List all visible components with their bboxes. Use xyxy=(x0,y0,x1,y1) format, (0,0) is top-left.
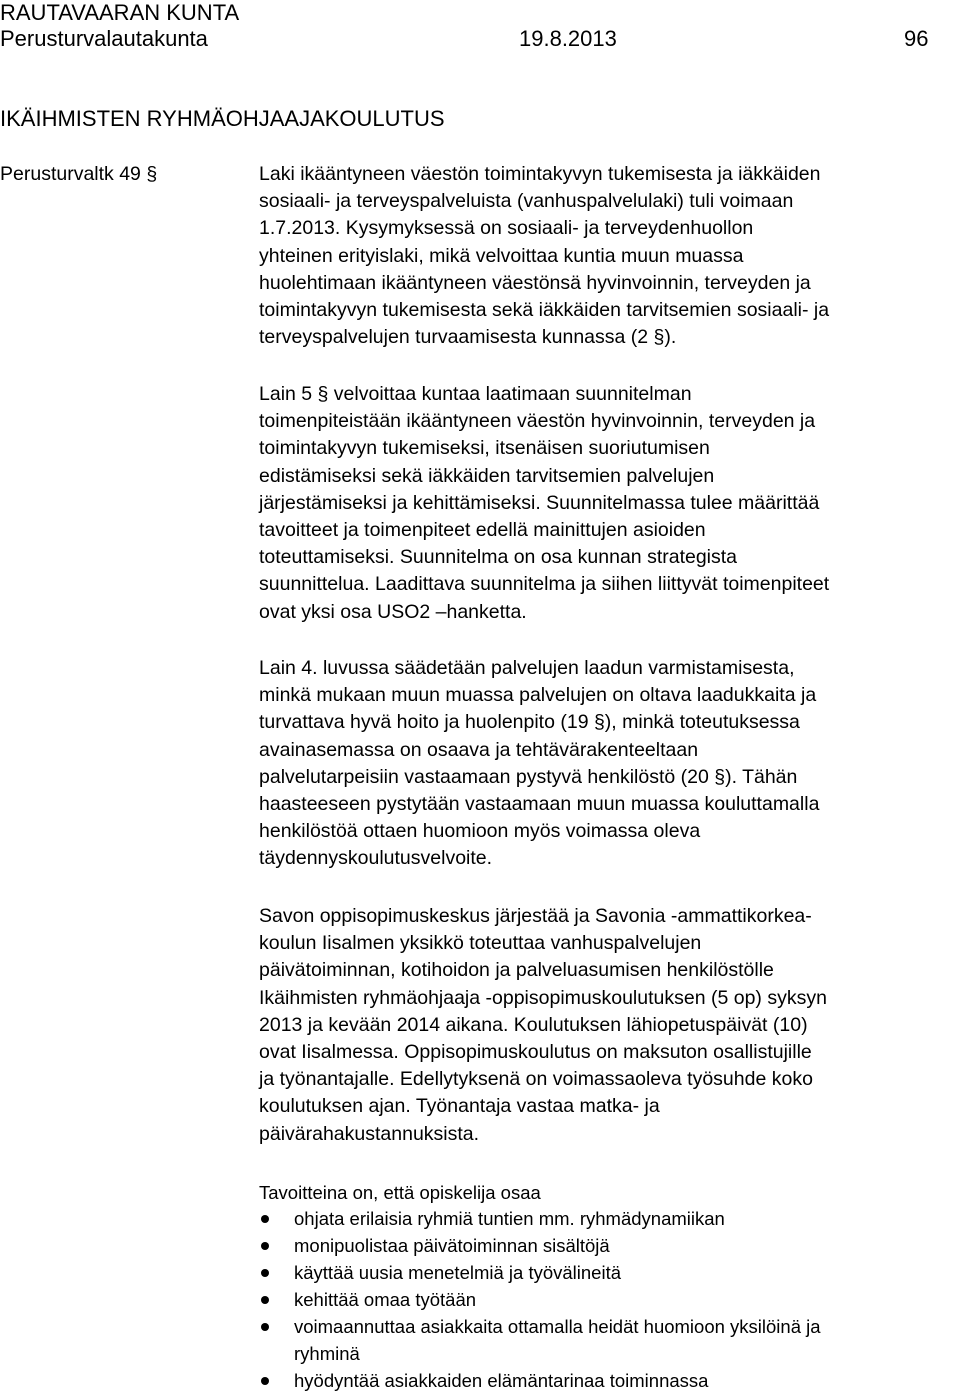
text-line: haasteeseen pystytään vastaamaan muun muassa kouluttamalla xyxy=(259,793,820,816)
paragraph-chapter-4 xyxy=(259,655,959,873)
paragraph-law-intro xyxy=(259,161,959,351)
text-line: yhteinen erityislaki, mikä velvoittaa kuntia muun muassa xyxy=(259,244,744,267)
header-date: 19.8.2013 xyxy=(519,26,617,51)
text-line: täydennyskoulutusvelvoite. xyxy=(259,847,493,870)
bullet-icon xyxy=(261,1215,269,1223)
list-item-text: käyttää uusia menetelmiä ja työvälineitä xyxy=(294,1262,622,1283)
text-line: suunnittelua. Laadittava suunnitelma ja siihen liittyvät toimenpiteet xyxy=(259,573,830,596)
header-board: Perusturvalautakunta xyxy=(0,26,208,51)
header-org: RAUTAVAARAN KUNTA xyxy=(0,0,240,25)
text-line: turvattava hyvä hoito ja huolenpito (19 §), minkä toteutuksessa xyxy=(259,711,800,734)
paragraph-training-program xyxy=(259,903,959,1148)
text-line: järjestämiseksi ja kehittämiseksi. Suunnitelmassa tulee määrittää xyxy=(259,491,820,514)
text-line: palvelutarpeisiin vastaamaan pystyvä henkilöstö (20 §). Tähän xyxy=(259,765,798,788)
text-line: toimintakyvyn tukemisesta sekä iäkkäiden tarvitsemien sosiaali- ja xyxy=(259,299,830,322)
text-line: tavoitteet ja toimenpiteet edellä mainittujen asioiden xyxy=(259,519,706,542)
list-item xyxy=(259,1313,959,1367)
text-line: toimenpiteistään ikääntyneen väestön hyvinvoinnin, terveyden ja xyxy=(259,410,816,433)
text-line: 2013 ja kevään 2014 aikana. Koulutuksen lähiopetuspäivät (10) xyxy=(259,1013,808,1036)
text-line: koulun Iisalmen yksikkö toteuttaa vanhuspalvelujen xyxy=(259,932,702,955)
list-item-text: ohjata erilaisia ryhmiä tuntien mm. ryhmädynamiikan xyxy=(294,1208,725,1229)
bullet-icon xyxy=(261,1242,269,1250)
bullet-icon xyxy=(261,1269,269,1277)
paragraph-section-5 xyxy=(259,381,959,626)
text-line: terveyspalvelujen turvaamisesta kunnassa (2 §). xyxy=(259,326,677,349)
text-line: ovat yksi osa USO2 –hanketta. xyxy=(259,600,527,623)
text-line: Savon oppisopimuskeskus järjestää ja Savonia -ammattikorkea- xyxy=(259,905,812,927)
text-line: minkä mukaan muun muassa palvelujen on oltava laadukkaita ja xyxy=(259,684,817,707)
text-line: Laki ikääntyneen väestön toimintakyvyn tukemisesta ja iäkkäiden xyxy=(259,163,821,185)
list-item-text: ryhminä xyxy=(294,1343,360,1364)
list-item xyxy=(259,1259,959,1286)
goals-intro: Tavoitteina on, että opiskelija osaa xyxy=(259,1182,541,1203)
text-line: toteuttamiseksi. Suunnitelma on osa kunnan strategista xyxy=(259,546,738,569)
text-line: 1.7.2013. Kysymyksessä on sosiaali- ja terveydenhuollon xyxy=(259,217,754,240)
text-line: Ikäihmisten ryhmäohjaaja -oppisopimuskoulutuksen (5 op) syksyn xyxy=(259,986,827,1009)
bullet-icon xyxy=(261,1296,269,1304)
list-item xyxy=(259,1367,959,1394)
list-item xyxy=(259,1286,959,1313)
text-line: päivärahakustannuksista. xyxy=(259,1122,480,1145)
text-line: Lain 4. luvussa säädetään palvelujen laadun varmistamisesta, xyxy=(259,657,795,679)
list-item-text: voimaannuttaa asiakkaita ottamalla heidät huomioon yksilöinä ja xyxy=(294,1316,821,1337)
goals-list xyxy=(259,1205,959,1394)
text-line: ovat Iisalmessa. Oppisopimuskoulutus on maksuton osallistujille xyxy=(259,1041,812,1064)
text-line: huolehtimaan ikääntyneen väestönsä hyvinvoinnin, terveyden ja xyxy=(259,271,811,294)
text-line: sosiaali- ja terveyspalveluista (vanhuspalvelulaki) tuli voimaan xyxy=(259,190,794,213)
text-line: Lain 5 § velvoittaa kuntaa laatimaan suunnitelman xyxy=(259,383,692,405)
text-line: edistämiseksi sekä iäkkäiden tarvitsemien palvelujen xyxy=(259,464,715,487)
list-item-text: monipuolistaa päivätoiminnan sisältöjä xyxy=(294,1235,610,1256)
list-item-text: kehittää omaa työtään xyxy=(294,1289,477,1310)
text-line: päivätoiminnan, kotihoidon ja palveluasumisen henkilöstölle xyxy=(259,959,774,982)
text-line: ja työnantajalle. Edellytyksenä on voimassaoleva työsuhde koko xyxy=(259,1068,813,1091)
list-item xyxy=(259,1232,959,1259)
list-item xyxy=(259,1205,959,1232)
section-reference: Perusturvaltk 49 § xyxy=(0,163,158,185)
bullet-icon xyxy=(261,1323,269,1331)
bullet-icon xyxy=(261,1377,269,1385)
page-number: 96 xyxy=(904,26,929,51)
document-title: IKÄIHMISTEN RYHMÄOHJAAJAKOULUTUS xyxy=(0,106,445,131)
text-line: avainasemassa on osaava ja tehtävärakenteeltaan xyxy=(259,738,699,761)
list-item-text: hyödyntää asiakkaiden elämäntarinaa toiminnassa xyxy=(294,1370,709,1391)
text-line: toimintakyvyn tukemiseksi, itsenäisen suoriutumisen xyxy=(259,437,710,460)
text-line: henkilöstöä ottaen huomioon myös voimassa oleva xyxy=(259,820,701,843)
text-line: koulutuksen ajan. Työnantaja vastaa matka- ja xyxy=(259,1095,660,1118)
